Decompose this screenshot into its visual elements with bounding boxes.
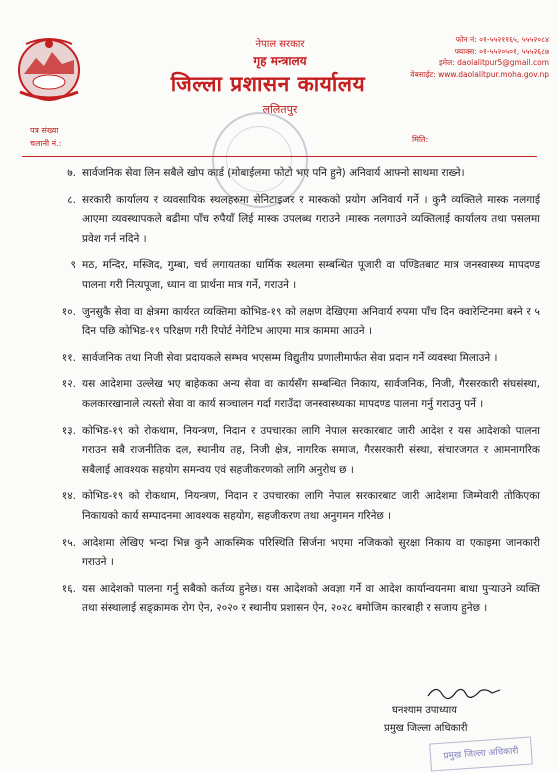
- item-text: मठ, मन्दिर, मस्जिद, गुम्बा, चर्च लगायतका धार्मिक स्थलमा सम्बन्धित पूजारी वा पण्डितबाट मात्र जनस्वास्थ्य मापदण्ड पालना गरी नित्यपूजा, ध्यान वा प्रार्थना मात्र गर्ने, गराउने ।: [82, 259, 540, 291]
- fax-line: फ्याक्स: ०१-५५२०५०१, ५५५२६८७: [454, 46, 549, 56]
- item-number: १२.: [61, 378, 76, 391]
- district-name: ललितपुर: [262, 103, 298, 116]
- item-text: जुनसुकै सेवा वा क्षेत्रमा कार्यरत व्यक्तिमा कोभिड-१९ को लक्षण देखिएमा अनिवार्य रुपमा पाँच दिन क्वारेन्टिनमा बस्ने र ५ दिन पछि कोभिड-१९ परिक्षण गरी रिपोर्ट नेगेटिभ आएमा मात्र काममा आउने ।: [82, 305, 540, 338]
- contact-block: [409, 34, 549, 80]
- website-line: वेबसाईट: www.daolalitpur.moha.gov.np: [410, 69, 549, 79]
- office-title: जिल्ला प्रशासन कार्यालय: [170, 72, 366, 96]
- list-item: [40, 375, 540, 414]
- item-number: १६.: [61, 582, 76, 595]
- official-stamp: प्रमुख जिल्ला अधिकारी: [429, 736, 533, 771]
- email-line: इमेल: daolalitpur5@gmail.com: [439, 58, 549, 68]
- date-label: मिति:: [412, 135, 429, 144]
- list-item: [40, 164, 540, 184]
- item-number: १४.: [61, 490, 76, 503]
- item-text: यस आदेशको पालना गर्नु सबैको कर्तव्य हुनेछ। यस आदेशको अवज्ञा गर्ने वा आदेश कार्यान्वयनमा बाधा पुऱ्याउने व्यक्ति तथा संस्थालाई सङ्क्रामक रोग ऐन, २०२० र स्थानीय प्रशासन ऐन, २०२८ बमोजिम कारबाही र सजाय हुनेछ ।: [82, 582, 540, 615]
- list-item: [40, 191, 540, 250]
- government-name: नेपाल सरकार: [255, 39, 305, 50]
- list-item: [40, 256, 540, 295]
- item-text: कोभिड-१९ को रोकथाम, नियन्त्रण, निदान र उपचारका लागि नेपाल सरकारबाट जारी आदेशमा जिम्मेवारी तोकिएका निकायको कार्य सम्पादनमा आवश्यक सहयोग, सहजीकरण तथा अनुगमन गरिनेछ ।: [82, 490, 540, 522]
- nepal-emblem-icon: [12, 30, 86, 104]
- item-number: ८.: [67, 193, 76, 206]
- item-number: १५.: [61, 536, 76, 549]
- item-number: ११.: [61, 351, 76, 364]
- signature-scribble: [426, 682, 502, 702]
- list-item: [40, 422, 540, 481]
- list-item: [40, 349, 540, 369]
- item-text: कोभिड-१९ को रोकथाम, नियन्त्रण, निदान र उपचारका लागि नेपाल सरकारबाट जारी आदेश र यस आदेशको पालना गराउन सबै राजनीतिक दल, स्थानीय तह, निजी क्षेत्र, नागरिक समाज, गैरसरकारी संस्था, संचारजगत र आमनागरिक सबैलाई आवश्यक सहयोग समन्वय एवं सहजीकरणको लागि अनुरोध छ ।: [82, 424, 540, 476]
- signatory-name: घनश्याम उपाध्याय: [392, 705, 457, 716]
- list-item: [40, 580, 540, 619]
- item-text: आदेशमा लेखिए भन्दा भिन्न कुनै आकस्मिक परिस्थिति सिर्जना भएमा नजिकको सुरक्षा निकाय वा एकाइमा जानकारी गराउने ।: [82, 536, 540, 569]
- item-number: १०.: [61, 305, 76, 318]
- signatory-title: प्रमुख जिल्ला अधिकारी: [384, 723, 468, 734]
- item-number: ९: [70, 259, 76, 272]
- reference-block: [30, 124, 61, 150]
- list-item: [40, 487, 540, 526]
- list-item: [40, 534, 540, 573]
- item-number: १३.: [61, 424, 76, 437]
- item-text: यस आदेशमा उल्लेख भए बाहेकका अन्य सेवा वा कार्यसँग सम्बन्धित निकाय, सार्वजनिक, निजी, गैरसरकारी संघसंस्था, कलकारखानाले त्यस्तो सेवा वा कार्य सञ्चालन गर्दा गराउँदा जनस्वास्थ्यका मापदण्ड पालना गर्नु गराउनु पर्ने ।: [82, 378, 540, 410]
- item-text: सरकारी कार्यालय र व्यवसायिक स्थलहरुमा सेनिटाइजर र मास्कको प्रयोग अनिवार्य गर्ने । कुनै व्यक्तिले मास्क नलगाई आएमा व्यवस्थापकले बढीमा पाँच रुपैयाँ लिई मास्क उपलब्ध गराउने ।मास्क नलगाउने व्यक्तिलाई कार्यालय तथा पसलमा प्रवेश गर्न नदिने ।: [82, 193, 540, 245]
- dispatch-label: चलानी नं.:: [30, 139, 62, 148]
- item-number: ७.: [67, 167, 76, 179]
- ministry-name: गृह मन्त्रालय: [253, 54, 307, 68]
- order-list: [40, 164, 540, 626]
- item-text: सार्वजनिक तथा निजी सेवा प्रदायकले सम्भव भएसम्म विद्युतीय प्रणालीमार्फत सेवा प्रदान गर्ने व्यवस्था मिलाउने ।: [82, 351, 498, 364]
- item-text: सार्वजनिक सेवा लिन सबैले खोप कार्ड (मोबाईलमा फोटो भए पनि हुने) अनिवार्य आफ्नो साथमा राख्ने।: [82, 167, 465, 179]
- reference-label: पत्र संख्या: [30, 126, 59, 135]
- phone-line: फोन नं: ०१-५५२११६५, ५५५२०८४: [455, 35, 549, 44]
- list-item: [40, 303, 540, 342]
